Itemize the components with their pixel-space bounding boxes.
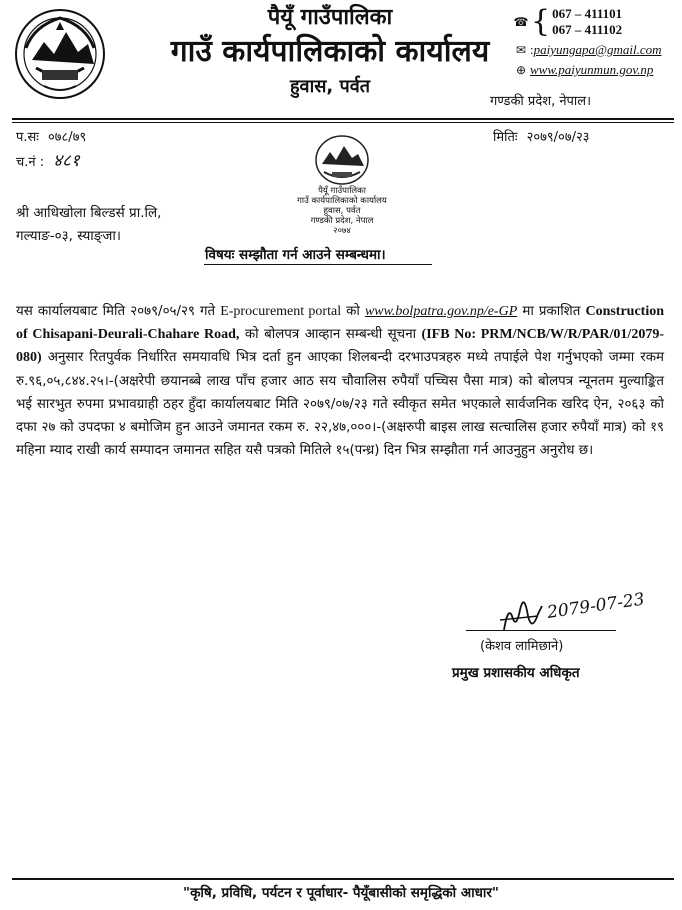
body-text-portal: E-procurement portal bbox=[220, 304, 342, 319]
office-address: हुवास, पर्वत bbox=[290, 76, 370, 97]
ref-label: प.सः bbox=[16, 130, 39, 145]
municipality-name: पैयूँ गाउँपालिका bbox=[267, 5, 393, 30]
dispatch-label: च.नं : bbox=[16, 155, 45, 170]
header-divider-thin bbox=[12, 122, 674, 123]
date-label: मितिः bbox=[493, 130, 518, 145]
nepal-emblem-logo bbox=[14, 8, 106, 100]
signature-date: 2079-07-23 bbox=[545, 589, 646, 623]
envelope-icon: ✉ bbox=[515, 42, 527, 57]
signatory-title: प्रमुख प्रशासकीय अधिकृत bbox=[452, 665, 580, 681]
signatory-name: (केशव लामिछाने) bbox=[480, 639, 564, 654]
seal-line-2: गाउँ कार्यपालिकाको कार्यालय bbox=[297, 196, 387, 206]
body-text-3: मा प्रकाशित bbox=[522, 304, 581, 319]
letter-date bbox=[493, 126, 589, 145]
letter-body bbox=[16, 300, 664, 462]
seal-line-1: पैयूँ गाउँपालिका bbox=[318, 186, 366, 196]
seal-line-5: २०७४ bbox=[333, 226, 351, 236]
contact-block bbox=[512, 4, 680, 80]
website-link[interactable]: www.paiyunmun.gov.np bbox=[530, 62, 654, 77]
phone-2: 067 – 411102 bbox=[552, 22, 623, 37]
bolpatra-link[interactable]: www.bolpatra.gov.np/e-GP bbox=[364, 304, 518, 319]
body-text-4: को बोलपत्र आव्हान सम्बन्धी सूचना bbox=[244, 327, 417, 343]
ref-number bbox=[16, 126, 86, 145]
footer-slogan: "कृषि, प्रविधि, पर्यटन र पूर्वाधार- पैयूँबासीको समृद्धिको आधार" bbox=[183, 885, 499, 901]
project-name: Construction of Chisapani-Deurali-Chahare Road, bbox=[16, 304, 665, 343]
subject-underline bbox=[204, 264, 432, 265]
letter-subject: विषयः सम्झौता गर्न आउने सम्बन्धमा। bbox=[205, 247, 386, 263]
ref-value: ०७८/७९ bbox=[48, 130, 87, 145]
phone-1: 067 – 411101 bbox=[552, 6, 623, 21]
brace-icon: { bbox=[531, 4, 551, 39]
body-text-5: अनुसार रितपुर्वक निर्धारित समयावधि भित्र दर्ता हुन आएका शिलबन्दी दरभाउपत्रहरु मध्ये तपाईले पेश गर्नुभएको जम्मा रकम रु.९६,०५,८४४.२५।-(अक्षरेपी छयानब्बे लाख पाँच हजार आठ सय चौवालिस रुपैयाँ पच्चिस पैसा मात्र) को बोलपत्र न्यूनतम मुल्याङ्कित भई सारभुत रुपमा प्रभावग्राही ठहर हुँदा कार्यालयबाट मिति २०७९/०७/२३ गते स्वीकृत समेत भएकाले सार्वजनिक खरिद ऐन, २०६३ को दफा २७ को उपदफा ४ बमोजिम हुन आउने जमानत रकम रु. २२,४७,०००।-(अक्षरुपी बाइस लाख सत्चालिस हजार रुपैयाँ मात्र) को १९ महिना म्याद राखी कार्य सम्पादन जमानत सहित यसै पत्रको मितिले १५(पन्ध्र) दिन भित्र सम्झौता गर्न आउनुहुन अनुरोध छ। bbox=[16, 350, 664, 459]
province-text: गण्डकी प्रदेश, नेपाल। bbox=[490, 94, 592, 109]
letterhead-title bbox=[150, 4, 510, 100]
body-text-1: यस कार्यालयबाट मिति २०७९/०५/२९ गते bbox=[16, 304, 216, 319]
recipient-address: गल्याङ-०३, स्याङ्जा। bbox=[16, 228, 121, 244]
footer-divider bbox=[12, 878, 674, 880]
ifb-number: (IFB No: PRM/NCB/W/R/PAR/01/2079-080) bbox=[16, 327, 664, 366]
seal-line-3: हुवास, पर्वत bbox=[323, 206, 361, 216]
handwritten-signature bbox=[498, 586, 658, 636]
globe-icon: ⊕ bbox=[515, 62, 527, 77]
phone-icon: ☎ bbox=[513, 14, 529, 29]
seal-line-4: गण्डकी प्रदेश, नेपाल bbox=[310, 216, 374, 226]
body-text-2: को bbox=[346, 304, 360, 319]
seal-emblem-icon bbox=[296, 130, 388, 186]
office-seal bbox=[262, 130, 422, 248]
signature-line bbox=[466, 630, 616, 631]
office-name: गाउँ कार्यपालिकाको कार्यालय bbox=[170, 34, 490, 69]
header-divider bbox=[12, 118, 674, 120]
dispatch-value: ४८१ bbox=[53, 151, 80, 171]
recipient-name: श्री आधिखोला बिल्डर्स प्रा.लि, bbox=[16, 205, 162, 221]
email-link[interactable]: paiyungapa@gmail.com bbox=[533, 42, 662, 57]
dispatch-number bbox=[16, 148, 80, 171]
date-value: २०७९/०७/२३ bbox=[526, 130, 590, 145]
email-prefix: : bbox=[530, 42, 534, 57]
